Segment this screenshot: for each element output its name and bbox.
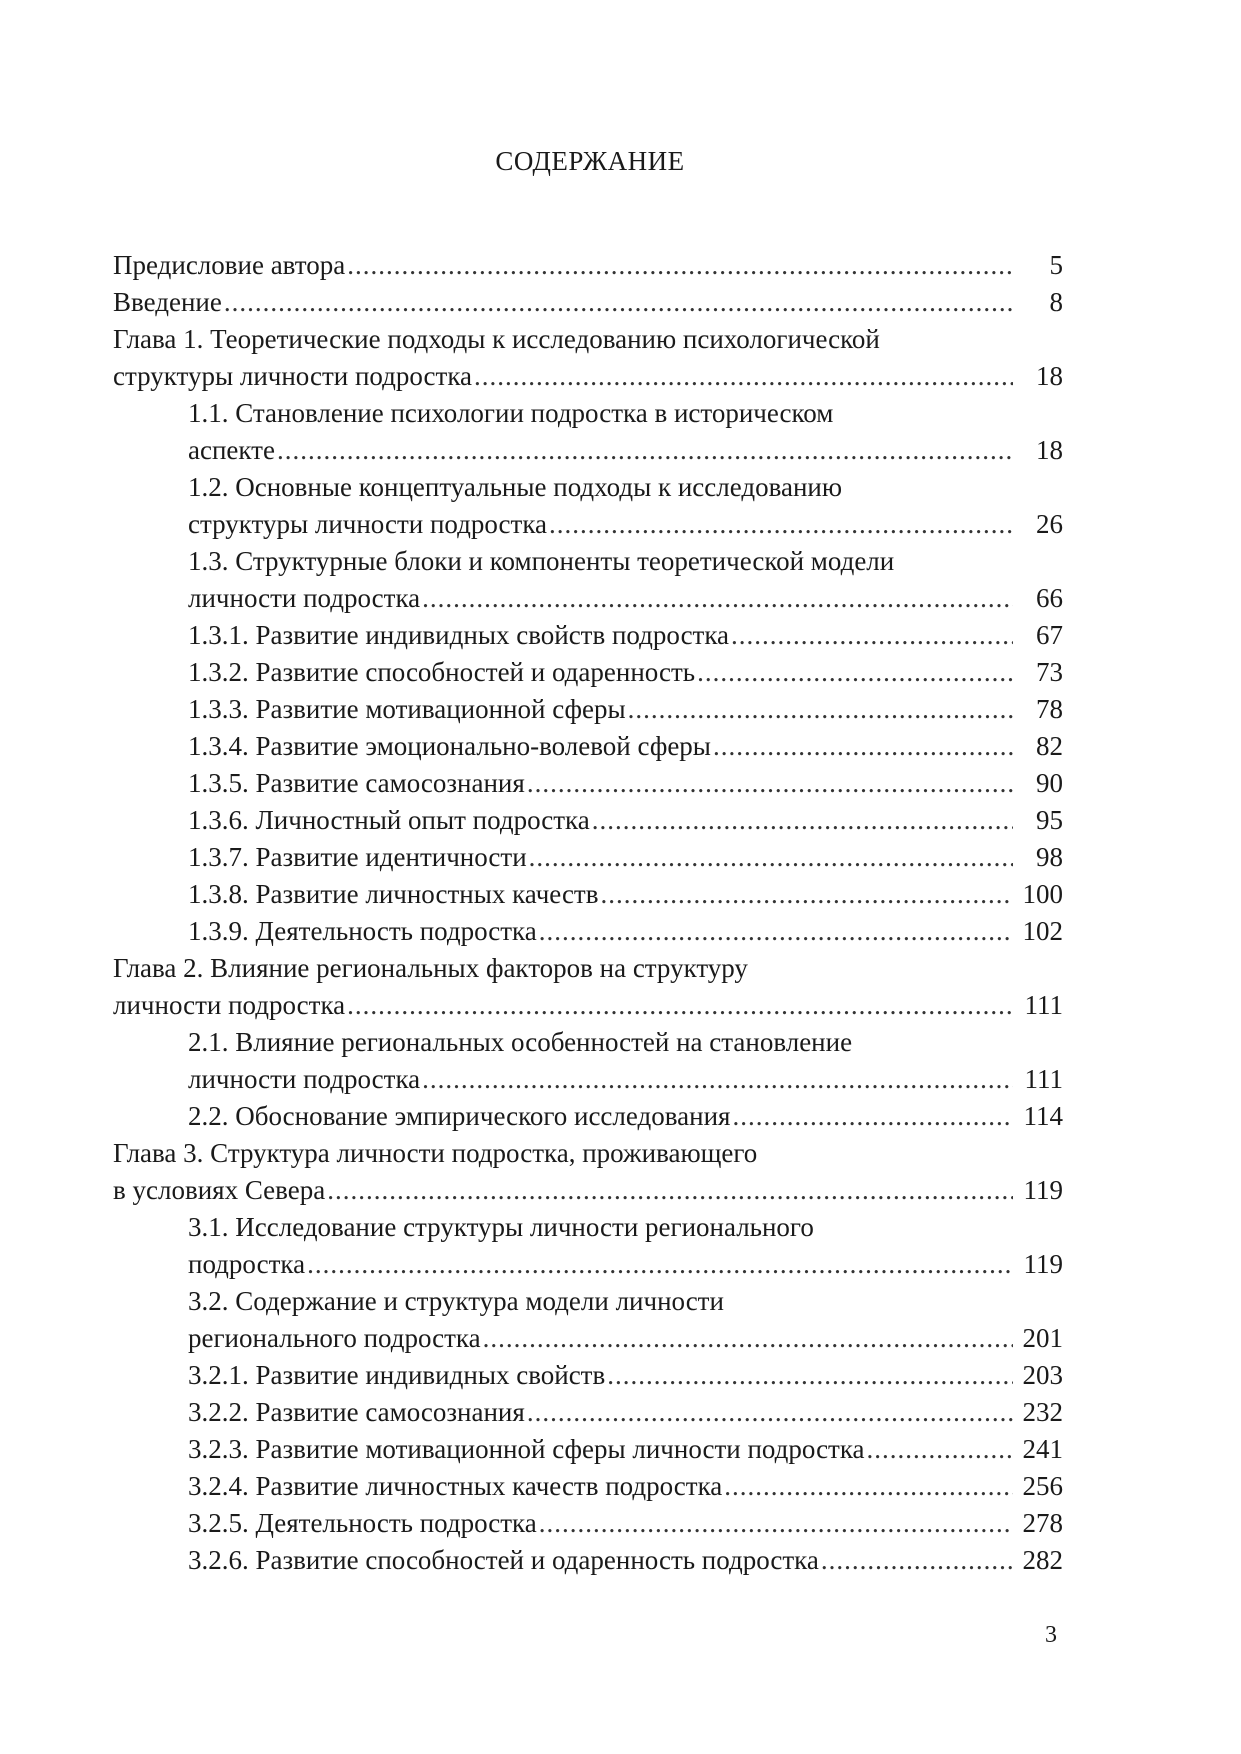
toc-entry-title: личности подростка (188, 1064, 421, 1094)
toc-leader-dots (600, 876, 1013, 913)
toc-leader-dots (607, 1357, 1013, 1394)
toc-entry (113, 802, 1063, 839)
toc-entry (113, 469, 1063, 543)
toc-entry-title: 1.3.8. Развитие личностных качеств (188, 879, 599, 909)
toc-entry (113, 617, 1063, 654)
toc-entry-title: аспекте (188, 435, 275, 465)
toc-leader-dots (713, 728, 1013, 765)
toc-entry-row (188, 1357, 1063, 1394)
toc-entry-page: 111 (1024, 1064, 1063, 1094)
toc-entry-line: Глава 3. Структура личности подростка, проживающего (113, 1138, 758, 1168)
toc-entry (113, 691, 1063, 728)
toc-leader-dots (529, 839, 1013, 876)
toc-leader-dots (474, 358, 1013, 395)
toc-entry (113, 1024, 1063, 1098)
toc-leader-dots (867, 1431, 1013, 1468)
toc-entry-row (113, 358, 1063, 395)
toc-entry-title: 1.3.6. Личностный опыт подростка (188, 805, 590, 835)
toc-entry-title: личности подростка (113, 990, 346, 1020)
toc-entry (113, 1357, 1063, 1394)
toc-entry-row (188, 839, 1063, 876)
toc-entry-row (188, 1431, 1063, 1468)
toc-leader-dots (539, 1505, 1013, 1542)
toc-entry-title: Предисловие автора (113, 250, 346, 280)
toc-entry (113, 1394, 1063, 1431)
toc-leader-dots (347, 987, 1013, 1024)
toc-entry-page: 5 (1049, 250, 1063, 280)
toc-entry-row (188, 654, 1063, 691)
toc-entry-title: 3.2.6. Развитие способностей и одаренность подростка (188, 1545, 819, 1575)
toc-entry-line: 2.1. Влияние региональных особенностей на становление (188, 1027, 853, 1057)
toc-entry-row (188, 1394, 1063, 1431)
page-title: СОДЕРЖАНИЕ (495, 146, 685, 176)
toc-entry-page: 203 (1022, 1360, 1063, 1390)
toc-entry-row (113, 247, 1063, 284)
toc-entry-line: 1.1. Становление психологии подростка в историческом (188, 398, 834, 428)
toc-leader-dots (483, 1320, 1013, 1357)
toc-leader-dots (327, 1172, 1013, 1209)
toc-entry-row (188, 1098, 1063, 1135)
toc-entry-page: 114 (1023, 1101, 1063, 1131)
toc-entry-page: 119 (1023, 1249, 1063, 1279)
toc-entry (113, 950, 1063, 1024)
toc-entry-row (188, 1505, 1063, 1542)
toc-entry-page: 78 (1036, 694, 1063, 724)
toc-entry-title: 3.2.1. Развитие индивидных свойств (188, 1360, 606, 1390)
toc-entry-page: 67 (1036, 620, 1063, 650)
toc-entry-row (188, 765, 1063, 802)
toc-entry-page: 232 (1022, 1397, 1063, 1427)
toc-entry-page: 26 (1036, 509, 1063, 539)
toc-entry-title: 1.3.5. Развитие самосознания (188, 768, 525, 798)
toc-leader-dots (821, 1542, 1013, 1579)
toc-entry-title: 1.3.3. Развитие мотивационной сферы (188, 694, 626, 724)
toc-entry (113, 321, 1063, 395)
toc-entry-page: 100 (1022, 879, 1063, 909)
toc-entry (113, 1505, 1063, 1542)
toc-entry-title: 3.2.4. Развитие личностных качеств подростка (188, 1471, 723, 1501)
toc-leader-dots (307, 1246, 1013, 1283)
toc-entry-page: 282 (1022, 1545, 1063, 1575)
toc-entry-page: 82 (1036, 731, 1063, 761)
table-of-contents (113, 247, 1063, 1579)
toc-entry-page: 73 (1036, 657, 1063, 687)
toc-entry (113, 728, 1063, 765)
toc-leader-dots (697, 654, 1013, 691)
toc-entry-page: 18 (1036, 361, 1063, 391)
toc-entry-row (188, 913, 1063, 950)
page-number: 3 (1045, 1622, 1057, 1648)
toc-entry-row (188, 506, 1063, 543)
toc-entry-title: 1.3.4. Развитие эмоционально-волевой сферы (188, 731, 711, 761)
toc-entry-title: регионального подростка (188, 1323, 481, 1353)
toc-leader-dots (527, 1394, 1013, 1431)
toc-entry-row (188, 580, 1063, 617)
toc-entry-title: 1.3.2. Развитие способностей и одаренность (188, 657, 696, 687)
toc-entry (113, 1542, 1063, 1579)
toc-leader-dots (549, 506, 1013, 543)
toc-entry (113, 1431, 1063, 1468)
toc-entry-title: 1.3.7. Развитие идентичности (188, 842, 527, 872)
toc-entry-row (188, 1542, 1063, 1579)
toc-entry-row (188, 876, 1063, 913)
toc-entry-row (188, 728, 1063, 765)
toc-entry (113, 654, 1063, 691)
toc-leader-dots (422, 580, 1013, 617)
toc-entry (113, 1468, 1063, 1505)
toc-entry-page: 8 (1049, 287, 1063, 317)
toc-entry-title: 1.3.9. Деятельность подростка (188, 916, 537, 946)
toc-entry-row (188, 691, 1063, 728)
toc-entry-page: 66 (1036, 583, 1063, 613)
toc-entry (113, 395, 1063, 469)
toc-entry-row (188, 1468, 1063, 1505)
toc-entry (113, 1135, 1063, 1209)
toc-entry-row (188, 802, 1063, 839)
toc-entry (113, 1209, 1063, 1283)
toc-entry-title: личности подростка (188, 583, 421, 613)
toc-entry-title: 2.2. Обоснование эмпирического исследования (188, 1101, 731, 1131)
toc-entry-line: 1.3. Структурные блоки и компоненты теоретической модели (188, 546, 895, 576)
toc-entry-row (188, 1061, 1063, 1098)
toc-leader-dots (628, 691, 1013, 728)
toc-entry-row (113, 987, 1063, 1024)
toc-entry-page: 111 (1024, 990, 1063, 1020)
toc-entry-row (188, 432, 1063, 469)
toc-leader-dots (731, 617, 1013, 654)
toc-entry-title: структуры личности подростка (113, 361, 473, 391)
toc-entry-line: 1.2. Основные концептуальные подходы к исследованию (188, 472, 843, 502)
toc-entry (113, 839, 1063, 876)
toc-entry (113, 1098, 1063, 1135)
toc-entry-line: Глава 2. Влияние региональных факторов на структуру (113, 953, 748, 983)
toc-entry-page: 95 (1036, 805, 1063, 835)
toc-entry-title: в условиях Севера (113, 1175, 326, 1205)
toc-entry-title: структуры личности подростка (188, 509, 548, 539)
toc-entry-title: 3.2.5. Деятельность подростка (188, 1508, 537, 1538)
toc-leader-dots (732, 1098, 1013, 1135)
toc-leader-dots (277, 432, 1013, 469)
toc-entry (113, 247, 1063, 284)
toc-leader-dots (592, 802, 1013, 839)
toc-entry-title: Введение (113, 287, 222, 317)
toc-entry-page: 256 (1022, 1471, 1063, 1501)
toc-entry-title: 3.2.2. Развитие самосознания (188, 1397, 525, 1427)
toc-entry-line: 3.2. Содержание и структура модели личности (188, 1286, 724, 1316)
toc-entry (113, 876, 1063, 913)
toc-entry-row (188, 1320, 1063, 1357)
toc-entry-title: 1.3.1. Развитие индивидных свойств подростка (188, 620, 730, 650)
toc-entry-row (113, 284, 1063, 321)
toc-entry (113, 543, 1063, 617)
toc-entry-page: 102 (1022, 916, 1063, 946)
toc-leader-dots (724, 1468, 1013, 1505)
toc-entry-page: 241 (1022, 1434, 1063, 1464)
toc-entry-page: 201 (1022, 1323, 1063, 1353)
toc-entry-line: Глава 1. Теоретические подходы к исследованию психологической (113, 324, 880, 354)
toc-entry-page: 18 (1036, 435, 1063, 465)
toc-entry-title: 3.2.3. Развитие мотивационной сферы личности подростка (188, 1434, 865, 1464)
toc-leader-dots (224, 284, 1013, 321)
toc-entry (113, 1283, 1063, 1357)
toc-leader-dots (347, 247, 1013, 284)
toc-entry-row (188, 1246, 1063, 1283)
toc-entry (113, 913, 1063, 950)
toc-leader-dots (527, 765, 1013, 802)
toc-leader-dots (539, 913, 1013, 950)
toc-entry-page: 90 (1036, 768, 1063, 798)
toc-entry-row (113, 1172, 1063, 1209)
toc-entry-page: 98 (1036, 842, 1063, 872)
toc-entry-page: 278 (1022, 1508, 1063, 1538)
toc-entry (113, 765, 1063, 802)
toc-entry-line: 3.1. Исследование структуры личности регионального (188, 1212, 814, 1242)
toc-entry-title: подростка (188, 1249, 306, 1279)
toc-entry-page: 119 (1023, 1175, 1063, 1205)
toc-entry-row (188, 617, 1063, 654)
toc-entry (113, 284, 1063, 321)
toc-leader-dots (422, 1061, 1013, 1098)
